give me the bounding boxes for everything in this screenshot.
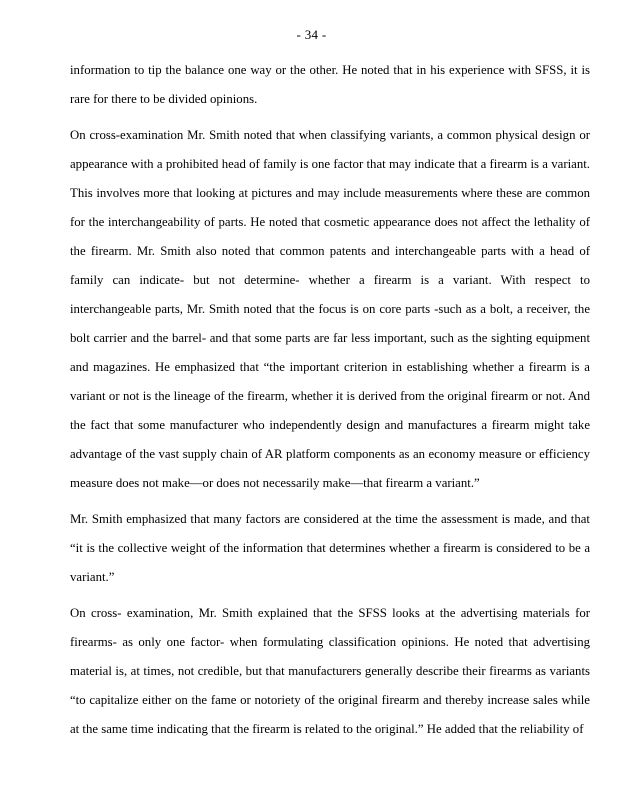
paragraph-2: On cross-examination Mr. Smith noted that when classifying variants, a common physical design or appearance with a prohibited head of family is one factor that may indicate that a firearm is a variant. This involves more that looking at pictures and may include measurements where these are common for the interchangeability of parts. He noted that cosmetic appearance does not affect the lethality of the firearm. Mr. Smith also noted that common patents and interchangeable parts with a head of family can indicate- but not determine- whether a firearm is a variant. With respect to interchangeable parts, Mr. Smith noted that the focus is on core parts -such as a bolt, a receiver, the bolt carrier and the barrel- and that some parts are far less important, such as the sighting equipment and magazines. He emphasized that “the important criterion in establishing whether a firearm is a variant or not is the lineage of the firearm, whether it is derived from the original firearm or not. And the fact that some manufacturer who independently design and manufactures a firearm might take advantage of the vast supply chain of AR platform components as an economy measure or efficiency measure does not make—or does not necessarily make—that firearm a variant.” (70, 128, 590, 490)
paragraph-1: information to tip the balance one way or the other. He noted that in his experience with SFSS, it is rare for there to be divided opinions. (70, 63, 590, 106)
paragraph-3: Mr. Smith emphasized that many factors are considered at the time the assessment is made, and that “it is the collective weight of the information that determines whether a firearm is considered to be a variant.” (70, 512, 590, 584)
document-body (70, 56, 590, 744)
paragraph-4: On cross- examination, Mr. Smith explained that the SFSS looks at the advertising materials for firearms- as only one factor- when formulating classification opinions. He noted that advertising material is, at times, not credible, but that manufacturers generally describe their firearms as variants “to capitalize either on the fame or notoriety of the original firearm and thereby increase sales while at the same time indicating that the firearm is related to the original.” He added that the reliability of (70, 606, 590, 736)
page-number: - 34 - (296, 27, 327, 42)
